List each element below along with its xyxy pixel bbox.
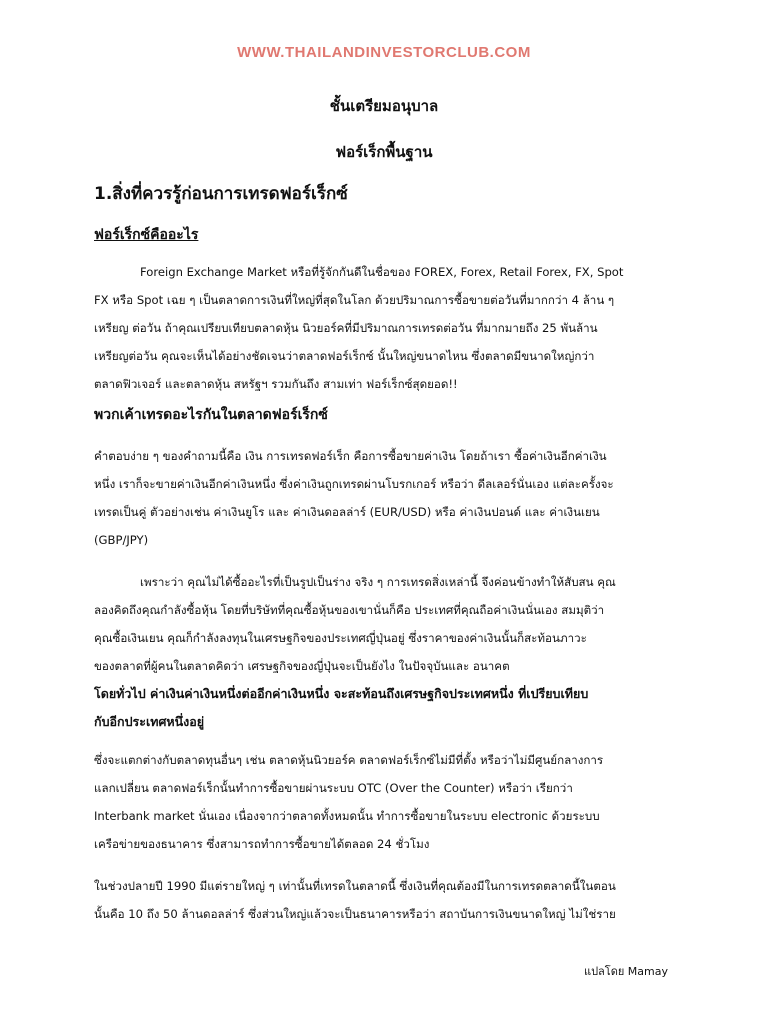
section-1-heading: 1.สิ่งที่ควรรู้ก่อนการเทรดฟอร์เร็กซ์ [94,184,348,204]
paragraph-line: คำตอบง่าย ๆ ของคำถามนี้คือ เงิน การเทรดฟอร์เร็ก คือการซื้อขายค่าเงิน โดยถ้าเรา ซื้อค่าเงินอีกค่าเงิน [94,449,607,463]
general-bold-paragraph [94,680,694,736]
translator-credit: แปลโดย Mamay [583,965,668,978]
what-is-forex-paragraph [94,258,674,398]
paragraph-line: FX หรือ Spot เฉย ๆ เป็นตลาดการเงินที่ใหญ่ที่สุดในโลก ด้วยปริมาณการซื้อขายต่อวันที่มากกว่า 4 ล้าน ๆ [94,293,615,307]
paragraph-line: โดยทั่วไป ค่าเงินค่าเงินหนึ่งต่ออีกค่าเงินหนึ่ง จะสะท้อนถึงเศรษฐกิจประเทศหนึ่ง ที่เปรียบเทียบ [94,686,589,701]
otc-paragraph [94,746,674,858]
title-line-1: ชั้นเตรียมอนุบาล [329,97,439,115]
paragraph-line: นั้นคือ 10 ถึง 50 ล้านดอลล่าร์ ซึ่งส่วนใหญ่แล้วจะเป็นธนาคารหรือว่า สถาบันการเงินขนาดใหญ่ ไม่ใช่ราย [94,907,616,921]
paragraph-line: Foreign Exchange Market หรือที่รู้จักกันดีในชื่อของ FOREX, Forex, Retail Forex, FX, Spot [140,265,624,279]
what-is-forex-heading: ฟอร์เร็กซ์คืออะไร [94,227,199,243]
paragraph-line: เทรดเป็นคู่ ตัวอย่างเช่น ค่าเงินยูโร และ ค่าเงินดอลล่าร์ (EUR/USD) หรือ ค่าเงินปอนด์ และ ค่าเงินเยน [94,505,600,519]
what-traded-paragraph-1 [94,442,674,554]
site-url-header: WWW.THAILANDINVESTORCLUB.COM [237,44,531,61]
what-traded-paragraph-2 [94,568,674,680]
paragraph-line: ของตลาดที่ผู้คนในตลาดคิดว่า เศรษฐกิจของญี่ปุ่นจะเป็นยังไง ในปัจจุบันและ อนาคต [94,659,510,673]
paragraph-line: Interbank market นั่นเอง เนื่องจากว่าตลาดทั้งหมดนั้น ทำการซื้อขายในระบบ electronic ด้วยระบบ [94,809,600,823]
what-traded-heading: พวกเค้าเทรดอะไรกันในตลาดฟอร์เร็กซ์ [94,407,328,423]
paragraph-line: เพราะว่า คุณไม่ได้ซื้ออะไรที่เป็นรูปเป็นร่าง จริง ๆ การเทรดสิ่งเหล่านี้ จึงค่อนข้างทำให้สับสน คุณ [140,575,616,589]
paragraph-line: เหรียญ ต่อวัน ถ้าคุณเปรียบเทียบตลาดหุ้น นิวยอร์คที่มีปริมาณการเทรดต่อวัน ที่มากมายถึง 25 พันล้าน [94,321,598,335]
paragraph-line: ตลาดฟิวเจอร์ และตลาดหุ้น สหรัฐฯ รวมกันถึง สามเท่า ฟอร์เร็กซ์สุดยอด!! [94,377,458,391]
paragraph-line: เหรียญต่อวัน คุณจะเห็นได้อย่างชัดเจนว่าตลาดฟอร์เร็กซ์ นั้นใหญ่ขนาดไหน ซึ่งตลาดมีขนาดใหญ่กว่า [94,349,595,363]
paragraph-line: กับอีกประเทศหนึ่งอยู่ [94,714,205,729]
paragraph-line: แลกเปลี่ยน ตลาดฟอร์เร็กนั้นทำการซื้อขายผ่านระบบ OTC (Over the Counter) หรือว่า เรียกว่า [94,781,573,795]
title-line-2: ฟอร์เร็กพื้นฐาน [335,143,433,161]
paragraph-line: (GBP/JPY) [94,533,149,547]
paragraph-line: เครือข่ายของธนาคาร ซึ่งสามารถทำการซื้อขายได้ตลอด 24 ชั่วโมง [94,837,430,851]
paragraph-line: ในช่วงปลายปี 1990 มีแต่รายใหญ่ ๆ เท่านั้นที่เทรดในตลาดนี้ ซึ่งเงินที่คุณต้องมีในการเทรดตลาดนี้ในตอน [94,879,616,893]
history-paragraph [94,872,674,928]
paragraph-line: หนึ่ง เราก็จะขายค่าเงินอีกค่าเงินหนึ่ง ซึ่งค่าเงินถูกเทรดผ่านโบรกเกอร์ หรือว่า ดีลเลอร์นั่นเอง แต่ละครั้งจะ [94,477,614,491]
paragraph-line: คุณซื้อเงินเยน คุณก็กำลังลงทุนในเศรษฐกิจของประเทศญี่ปุ่นอยู่ ซึ่งราคาของค่าเงินนั้นก็สะท้อนภาวะ [94,631,587,645]
paragraph-line: ลองคิดถึงคุณกำลังซื้อหุ้น โดยที่บริษัทที่คุณซื้อหุ้นของเขานั่นก็คือ ประเทศที่คุณถือค่าเงินนั่นเอง สมมุติว่า [94,603,605,617]
paragraph-line: ซึ่งจะแตกต่างกับตลาดทุนอื่นๆ เช่น ตลาดหุ้นนิวยอร์ค ตลาดฟอร์เร็กซ์ไม่มีที่ตั้ง หรือว่าไม่มีศูนย์กลางการ [94,753,604,767]
